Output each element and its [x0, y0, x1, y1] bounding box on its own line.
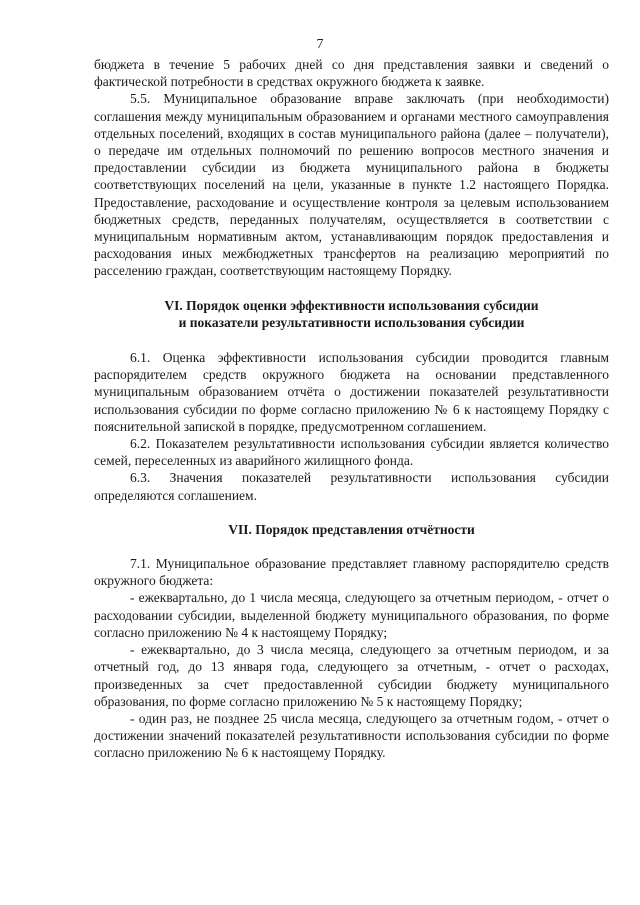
paragraph-6-2: 6.2. Показателем результативности использования субсидии является количество семей, переселенных из аварийного жилищного фонда.	[94, 436, 609, 469]
list-item-report-2: - ежеквартально, до 3 числа месяца, следующего за отчетным периодом, и за отчетный год, до 13 января года, следующего за отчетным, - отчет о расходах, произведенных за счет предоставленной субсидии бюджету муниципального образования, по форме согласно приложению № 5 к настоящему Порядку;	[94, 642, 609, 709]
section-6-title-line-1: VI. Порядок оценки эффективности использования субсидии	[164, 297, 539, 313]
page-number: 7	[316, 36, 324, 51]
document-body	[94, 56, 609, 762]
section-6-title-line-2: и показатели результативности использования субсидии	[178, 314, 525, 330]
paragraph-5-5: 5.5. Муниципальное образование вправе заключать (при необходимости) соглашения между муниципальным образованием и органами местного самоуправления отдельных поселений, входящих в состав муниципального района (далее – получатели), о передаче им отдельных полномочий по решению вопросов местного значения и предоставлении субсидии из бюджета муниципального района в бюджеты соответствующих поселений на цели, указанные в пункте 1.2 настоящего Порядка. Предоставление, расходование и осуществление контроля за целевым использованием бюджетных средств, переданных получателям, осуществляется в соответствии с муниципальным нормативным актом, устанавливающим порядок предоставления и расходования иных межбюджетных трансфертов на реализацию мероприятий по расселению граждан, соответствующим настоящему Порядку.	[94, 91, 609, 279]
list-item-report-3: - один раз, не позднее 25 числа месяца, следующего за отчетным годом, - отчет о достижении значений показателей результативности использования субсидии по форме согласно приложению № 6 к настоящему Порядку.	[94, 710, 609, 761]
paragraph-continuation: бюджета в течение 5 рабочих дней со дня представления заявки и сведений о фактической потребности в средствах окружного бюджета к заявке.	[94, 57, 609, 90]
paragraph-6-3: 6.3. Значения показателей результативности использования субсидии определяются соглашением.	[94, 470, 609, 503]
section-7-heading	[94, 521, 609, 538]
list-item-report-1: - ежеквартально, до 1 числа месяца, следующего за отчетным периодом, - отчет о расходовании субсидии, выделенной бюджету муниципального образования, по форме согласно приложению № 4 к настоящему Порядку;	[94, 590, 609, 640]
paragraph-7-1: 7.1. Муниципальное образование представляет главному распорядителю средств окружного бюджета:	[94, 556, 609, 589]
paragraph-6-1: 6.1. Оценка эффективности использования субсидии проводится главным распорядителем средств окружного бюджета на основании представленного муниципальным образованием отчёта о достижении показателей результативности использования субсидии по форме согласно приложению № 6 к настоящему Порядку с пояснительной запиской в порядке, предусмотренном соглашением.	[94, 350, 609, 434]
section-7-title: VII. Порядок представления отчётности	[228, 521, 475, 537]
section-6-heading	[94, 297, 609, 331]
